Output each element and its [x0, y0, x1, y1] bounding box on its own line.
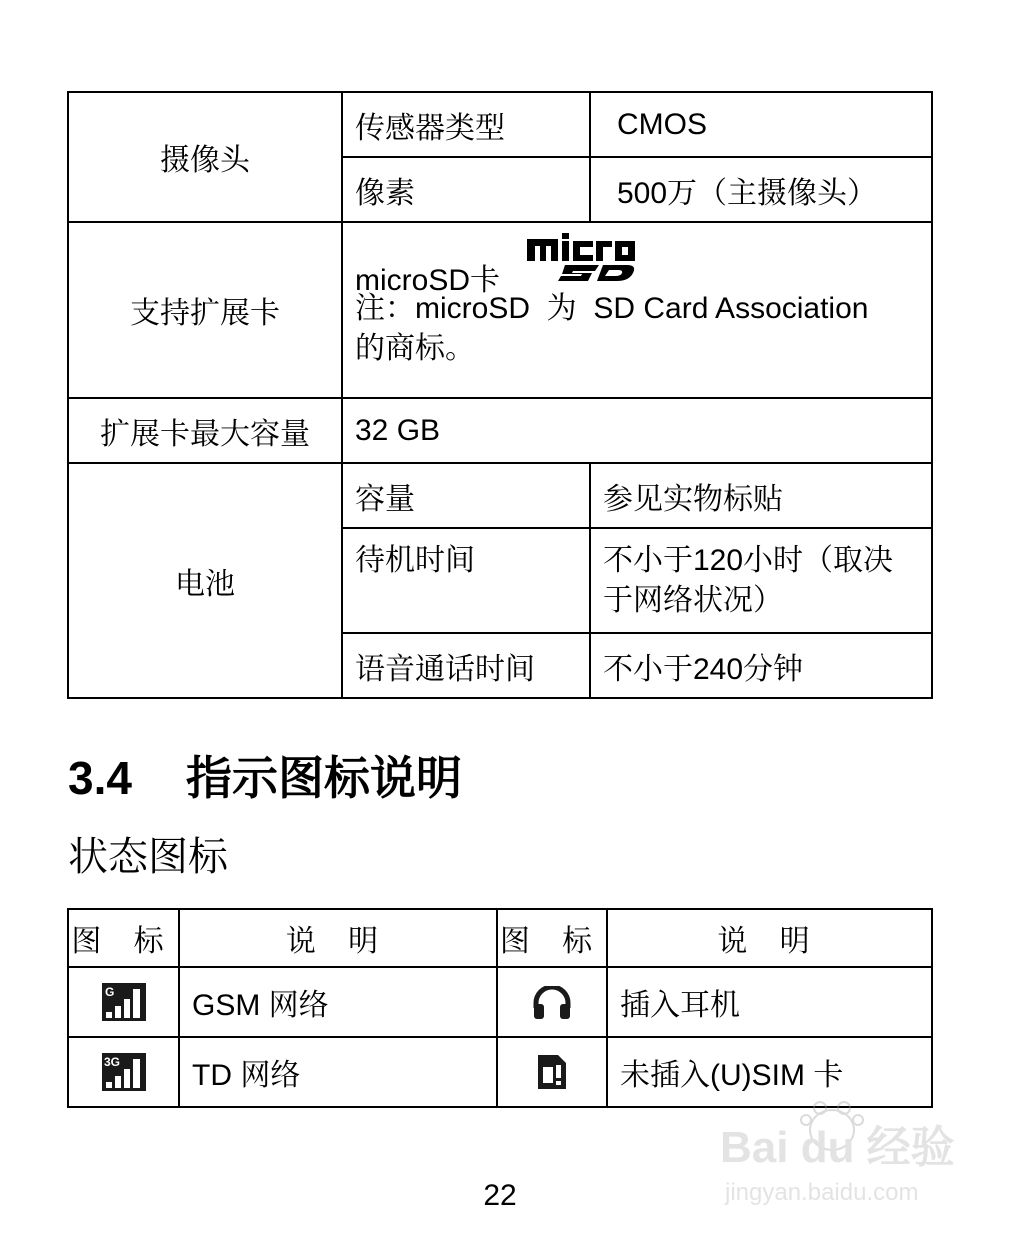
table-row — [68, 1037, 932, 1107]
td-icon-cell — [68, 1037, 179, 1107]
section-title: 指示图标说明 — [186, 752, 462, 804]
expansion-category-cell — [68, 222, 342, 398]
table-header-row — [68, 909, 932, 967]
standby-value-cell — [590, 528, 932, 633]
watermark-url: jingyan.baidu.com — [725, 1179, 919, 1206]
table-row — [68, 222, 932, 398]
td-desc-cell — [179, 1037, 497, 1107]
gsm-icon-label: G — [104, 985, 114, 999]
gsm-signal-icon — [102, 983, 146, 1021]
battery-category-cell — [68, 463, 342, 698]
spec-table — [67, 91, 933, 699]
section-number: 3.4 — [68, 752, 132, 804]
max-capacity-value: 32 GB — [355, 413, 441, 447]
battery-capacity-label-cell — [342, 463, 590, 528]
table-row — [68, 398, 932, 463]
headset-desc-cell — [607, 967, 932, 1037]
no-sim-desc-cell — [607, 1037, 932, 1107]
standby-value-line2: 于网络状况） — [603, 584, 783, 617]
sensor-type-value: CMOS — [617, 107, 707, 141]
max-capacity-category-cell — [68, 398, 342, 463]
talk-time-value: 不小于240分钟 — [603, 652, 804, 686]
max-capacity-value-cell — [342, 398, 932, 463]
td-desc: TD 网络 — [192, 1059, 301, 1092]
header-desc-2: 说 明 — [607, 909, 932, 967]
max-capacity-category: 扩展卡最大容量 — [100, 417, 310, 451]
microsd-card-text: microSD卡 — [355, 264, 501, 297]
header-icon-2: 图 标 — [497, 909, 607, 967]
sensor-type-label: 传感器类型 — [355, 111, 505, 145]
gsm-icon-cell — [68, 967, 179, 1037]
expansion-category: 支持扩展卡 — [130, 297, 280, 330]
no-sim-desc: 未插入(U)SIM 卡 — [620, 1059, 844, 1092]
standby-value-line1: 不小于120小时（取决 — [603, 544, 894, 577]
camera-category: 摄像头 — [160, 144, 250, 177]
battery-capacity-label: 容量 — [355, 482, 415, 516]
trademark-note-line1: 注：microSD 为 SD Card Association — [355, 292, 869, 325]
battery-capacity-value: 参见实物标贴 — [603, 482, 783, 516]
td-icon-label: 3G — [103, 1055, 120, 1069]
pixels-label-cell — [342, 157, 590, 222]
standby-label-cell — [342, 528, 590, 633]
battery-capacity-value-cell — [590, 463, 932, 528]
table-row — [68, 463, 932, 528]
pixels-label: 像素 — [355, 176, 415, 210]
microsd-logo-icon — [525, 229, 639, 287]
table-row — [68, 967, 932, 1037]
gsm-desc: GSM 网络 — [192, 989, 329, 1022]
trademark-note — [355, 289, 931, 369]
sensor-type-value-cell — [590, 92, 932, 157]
header-desc-1: 说 明 — [179, 909, 497, 967]
td-signal-icon — [102, 1053, 146, 1091]
battery-category: 电池 — [175, 567, 235, 601]
pixels-value: 500万（主摄像头） — [617, 176, 878, 210]
headset-icon — [532, 986, 572, 1020]
talk-time-label: 语音通话时间 — [355, 652, 535, 686]
status-icons-heading: 状态图标 — [68, 835, 228, 879]
microsd-line — [355, 223, 931, 297]
section-heading — [68, 748, 462, 808]
gsm-desc-cell — [179, 967, 497, 1037]
headset-icon-cell — [497, 967, 607, 1037]
talk-time-value-cell — [590, 633, 932, 698]
no-sim-icon — [536, 1053, 568, 1091]
talk-time-label-cell — [342, 633, 590, 698]
pixels-value-cell — [590, 157, 932, 222]
camera-category-cell — [68, 92, 342, 222]
headset-desc: 插入耳机 — [620, 989, 740, 1022]
page-number: 22 — [483, 1179, 517, 1212]
trademark-note-line2: 的商标。 — [355, 332, 475, 365]
no-sim-icon-cell — [497, 1037, 607, 1107]
baidu-watermark-logo — [720, 1100, 970, 1210]
status-icon-table — [67, 908, 933, 1108]
standby-label: 待机时间 — [355, 544, 475, 577]
table-row — [68, 92, 932, 157]
expansion-detail-cell — [342, 222, 932, 398]
sensor-type-label-cell — [342, 92, 590, 157]
header-icon-1: 图 标 — [68, 909, 179, 967]
watermark-brand: Bai du 经验 — [720, 1123, 955, 1172]
